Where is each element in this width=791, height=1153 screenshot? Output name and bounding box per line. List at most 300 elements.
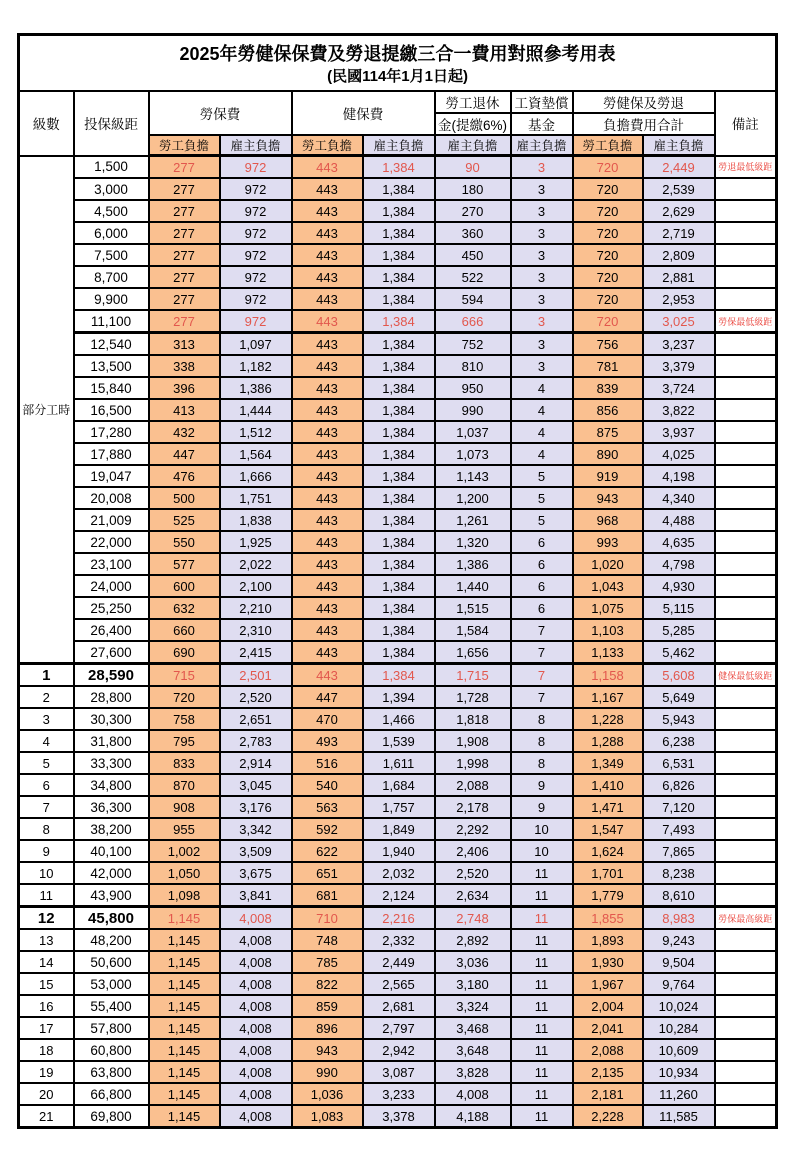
wage-fund-employer-cell: 6 — [511, 597, 573, 619]
health-employee-cell: 443 — [292, 641, 363, 664]
remark-cell: 勞退最低級距 — [715, 156, 777, 179]
pension-employer-cell: 3,036 — [435, 951, 511, 973]
remark-cell — [715, 995, 777, 1017]
labor-employer-cell: 3,841 — [220, 884, 292, 907]
bracket-cell: 60,800 — [74, 1039, 149, 1061]
remark-cell — [715, 597, 777, 619]
bracket-cell: 9,900 — [74, 288, 149, 310]
total-employee-cell: 1,967 — [573, 973, 643, 995]
table-row — [19, 531, 777, 553]
total-employer-cell: 6,826 — [643, 774, 715, 796]
pension-employer-cell: 3,648 — [435, 1039, 511, 1061]
header-pension-line2: 金(提繳6%) — [435, 113, 511, 135]
pension-employer-cell: 450 — [435, 244, 511, 266]
labor-employer-cell: 1,838 — [220, 509, 292, 531]
wage-fund-employer-cell: 4 — [511, 443, 573, 465]
wage-fund-employer-cell: 5 — [511, 509, 573, 531]
header-total-line2: 負擔費用合計 — [573, 113, 715, 135]
total-employer-cell: 2,953 — [643, 288, 715, 310]
total-employee-cell: 1,701 — [573, 862, 643, 884]
labor-employee-cell: 396 — [149, 377, 220, 399]
bracket-cell: 13,500 — [74, 355, 149, 377]
health-employer-cell: 1,684 — [363, 774, 435, 796]
labor-employee-cell: 500 — [149, 487, 220, 509]
wage-fund-employer-cell: 11 — [511, 907, 573, 930]
wage-fund-employer-cell: 7 — [511, 664, 573, 687]
total-employer-cell: 9,504 — [643, 951, 715, 973]
health-employee-cell: 592 — [292, 818, 363, 840]
health-employee-cell: 443 — [292, 399, 363, 421]
total-employee-cell: 720 — [573, 266, 643, 288]
total-employee-cell: 756 — [573, 333, 643, 356]
bracket-cell: 28,590 — [74, 664, 149, 687]
remark-cell — [715, 465, 777, 487]
table-row — [19, 156, 777, 179]
pension-employer-cell: 180 — [435, 178, 511, 200]
health-employee-cell: 785 — [292, 951, 363, 973]
subheader-labor-employee: 勞工負擔 — [149, 135, 220, 156]
total-employer-cell: 2,881 — [643, 266, 715, 288]
labor-employer-cell: 972 — [220, 178, 292, 200]
wage-fund-employer-cell: 3 — [511, 333, 573, 356]
health-employer-cell: 3,087 — [363, 1061, 435, 1083]
total-employee-cell: 2,181 — [573, 1083, 643, 1105]
total-employer-cell: 2,449 — [643, 156, 715, 179]
labor-employee-cell: 660 — [149, 619, 220, 641]
table-row — [19, 333, 777, 356]
pension-employer-cell: 4,188 — [435, 1105, 511, 1128]
labor-employee-cell: 550 — [149, 531, 220, 553]
total-employer-cell: 4,635 — [643, 531, 715, 553]
bracket-cell: 33,300 — [74, 752, 149, 774]
total-employer-cell: 3,822 — [643, 399, 715, 421]
table-row — [19, 443, 777, 465]
pension-employer-cell: 3,324 — [435, 995, 511, 1017]
labor-employer-cell: 972 — [220, 244, 292, 266]
wage-fund-employer-cell: 9 — [511, 796, 573, 818]
labor-employer-cell: 3,342 — [220, 818, 292, 840]
total-employee-cell: 720 — [573, 222, 643, 244]
total-employer-cell: 8,983 — [643, 907, 715, 930]
labor-employee-cell: 338 — [149, 355, 220, 377]
table-row — [19, 1105, 777, 1128]
total-employer-cell: 5,943 — [643, 708, 715, 730]
health-employee-cell: 443 — [292, 333, 363, 356]
total-employee-cell: 1,349 — [573, 752, 643, 774]
table-row — [19, 1083, 777, 1105]
labor-employer-cell: 2,415 — [220, 641, 292, 664]
bracket-cell: 20,008 — [74, 487, 149, 509]
labor-employee-cell: 1,145 — [149, 1083, 220, 1105]
remark-cell — [715, 752, 777, 774]
wage-fund-employer-cell: 3 — [511, 244, 573, 266]
page-subtitle: (民國114年1月1日起) — [327, 68, 468, 86]
health-employer-cell: 2,681 — [363, 995, 435, 1017]
health-employee-cell: 443 — [292, 266, 363, 288]
health-employer-cell: 3,233 — [363, 1083, 435, 1105]
labor-employee-cell: 277 — [149, 156, 220, 179]
labor-employee-cell: 1,145 — [149, 1061, 220, 1083]
total-employee-cell: 1,930 — [573, 951, 643, 973]
remark-cell — [715, 575, 777, 597]
level-cell: 14 — [19, 951, 74, 973]
labor-employee-cell: 715 — [149, 664, 220, 687]
level-cell: 11 — [19, 884, 74, 907]
health-employee-cell: 563 — [292, 796, 363, 818]
bracket-cell: 3,000 — [74, 178, 149, 200]
remark-cell — [715, 1083, 777, 1105]
remark-cell — [715, 796, 777, 818]
total-employer-cell: 6,238 — [643, 730, 715, 752]
health-employer-cell: 2,449 — [363, 951, 435, 973]
wage-fund-employer-cell: 11 — [511, 973, 573, 995]
health-employer-cell: 1,849 — [363, 818, 435, 840]
total-employee-cell: 2,004 — [573, 995, 643, 1017]
pension-employer-cell: 3,828 — [435, 1061, 511, 1083]
pension-employer-cell: 4,008 — [435, 1083, 511, 1105]
total-employer-cell: 10,024 — [643, 995, 715, 1017]
table-row — [19, 421, 777, 443]
health-employer-cell: 1,384 — [363, 222, 435, 244]
total-employee-cell: 875 — [573, 421, 643, 443]
wage-fund-employer-cell: 11 — [511, 929, 573, 951]
pension-employer-cell: 90 — [435, 156, 511, 179]
pension-employer-cell: 810 — [435, 355, 511, 377]
total-employer-cell: 5,285 — [643, 619, 715, 641]
health-employer-cell: 1,539 — [363, 730, 435, 752]
health-employer-cell: 1,384 — [363, 310, 435, 333]
total-employer-cell: 3,937 — [643, 421, 715, 443]
labor-employer-cell: 2,310 — [220, 619, 292, 641]
bracket-cell: 26,400 — [74, 619, 149, 641]
health-employee-cell: 540 — [292, 774, 363, 796]
health-employee-cell: 943 — [292, 1039, 363, 1061]
total-employer-cell: 4,025 — [643, 443, 715, 465]
header-remark: 備註 — [715, 91, 777, 156]
bracket-cell: 31,800 — [74, 730, 149, 752]
health-employer-cell: 1,384 — [363, 641, 435, 664]
bracket-cell: 55,400 — [74, 995, 149, 1017]
table-row — [19, 641, 777, 664]
health-employer-cell: 1,384 — [363, 244, 435, 266]
table-row — [19, 752, 777, 774]
labor-employer-cell: 4,008 — [220, 995, 292, 1017]
bracket-cell: 66,800 — [74, 1083, 149, 1105]
bracket-cell: 34,800 — [74, 774, 149, 796]
pension-employer-cell: 594 — [435, 288, 511, 310]
total-employee-cell: 1,158 — [573, 664, 643, 687]
pension-employer-cell: 1,037 — [435, 421, 511, 443]
total-employer-cell: 3,237 — [643, 333, 715, 356]
bracket-cell: 12,540 — [74, 333, 149, 356]
total-employee-cell: 1,133 — [573, 641, 643, 664]
health-employee-cell: 443 — [292, 664, 363, 687]
total-employer-cell: 4,340 — [643, 487, 715, 509]
table-row — [19, 244, 777, 266]
bracket-cell: 36,300 — [74, 796, 149, 818]
pension-employer-cell: 1,998 — [435, 752, 511, 774]
total-employer-cell: 2,629 — [643, 200, 715, 222]
header-labor-fee: 勞保費 — [149, 91, 292, 135]
level-cell: 4 — [19, 730, 74, 752]
pension-employer-cell: 1,200 — [435, 487, 511, 509]
health-employee-cell: 748 — [292, 929, 363, 951]
pension-employer-cell: 2,406 — [435, 840, 511, 862]
health-employer-cell: 1,466 — [363, 708, 435, 730]
total-employee-cell: 993 — [573, 531, 643, 553]
table-row — [19, 907, 777, 930]
health-employee-cell: 443 — [292, 531, 363, 553]
health-employer-cell: 2,032 — [363, 862, 435, 884]
health-employer-cell: 1,384 — [363, 664, 435, 687]
health-employer-cell: 1,384 — [363, 333, 435, 356]
total-employee-cell: 1,103 — [573, 619, 643, 641]
pension-employer-cell: 1,440 — [435, 575, 511, 597]
pension-employer-cell: 2,178 — [435, 796, 511, 818]
total-employee-cell: 1,547 — [573, 818, 643, 840]
pension-employer-cell: 1,728 — [435, 686, 511, 708]
labor-employee-cell: 277 — [149, 178, 220, 200]
table-row — [19, 995, 777, 1017]
remark-cell — [715, 200, 777, 222]
table-title-block — [19, 35, 777, 92]
health-employee-cell: 443 — [292, 487, 363, 509]
total-employee-cell: 2,228 — [573, 1105, 643, 1128]
health-employer-cell: 1,394 — [363, 686, 435, 708]
table-row — [19, 951, 777, 973]
wage-fund-employer-cell: 4 — [511, 399, 573, 421]
wage-fund-employer-cell: 3 — [511, 156, 573, 179]
labor-employer-cell: 4,008 — [220, 1039, 292, 1061]
labor-employer-cell: 4,008 — [220, 1061, 292, 1083]
subheader-wage-fund-employer: 雇主負擔 — [511, 135, 573, 156]
health-employer-cell: 1,384 — [363, 200, 435, 222]
table-row — [19, 708, 777, 730]
wage-fund-employer-cell: 3 — [511, 310, 573, 333]
table-row — [19, 840, 777, 862]
labor-employer-cell: 972 — [220, 222, 292, 244]
bracket-cell: 7,500 — [74, 244, 149, 266]
health-employee-cell: 443 — [292, 377, 363, 399]
remark-cell — [715, 774, 777, 796]
wage-fund-employer-cell: 5 — [511, 465, 573, 487]
bracket-cell: 28,800 — [74, 686, 149, 708]
labor-employee-cell: 277 — [149, 222, 220, 244]
table-row — [19, 178, 777, 200]
labor-employer-cell: 1,751 — [220, 487, 292, 509]
health-employee-cell: 1,036 — [292, 1083, 363, 1105]
total-employee-cell: 1,893 — [573, 929, 643, 951]
health-employer-cell: 1,384 — [363, 178, 435, 200]
labor-employer-cell: 972 — [220, 288, 292, 310]
total-employee-cell: 720 — [573, 178, 643, 200]
subheader-health-employee: 勞工負擔 — [292, 135, 363, 156]
labor-employer-cell: 2,100 — [220, 575, 292, 597]
health-employee-cell: 681 — [292, 884, 363, 907]
table-row — [19, 862, 777, 884]
health-employer-cell: 1,384 — [363, 509, 435, 531]
total-employee-cell: 2,135 — [573, 1061, 643, 1083]
total-employee-cell: 1,075 — [573, 597, 643, 619]
total-employer-cell: 5,462 — [643, 641, 715, 664]
subheader-total-employee: 勞工負擔 — [573, 135, 643, 156]
header-group-row-1 — [19, 91, 777, 113]
health-employee-cell: 822 — [292, 973, 363, 995]
health-employer-cell: 2,216 — [363, 907, 435, 930]
total-employer-cell: 10,284 — [643, 1017, 715, 1039]
remark-cell — [715, 288, 777, 310]
labor-employer-cell: 972 — [220, 200, 292, 222]
health-employee-cell: 443 — [292, 465, 363, 487]
total-employee-cell: 1,020 — [573, 553, 643, 575]
labor-employee-cell: 600 — [149, 575, 220, 597]
total-employer-cell: 3,724 — [643, 377, 715, 399]
labor-employee-cell: 1,145 — [149, 907, 220, 930]
table-row — [19, 310, 777, 333]
labor-employee-cell: 277 — [149, 288, 220, 310]
total-employee-cell: 890 — [573, 443, 643, 465]
labor-employer-cell: 1,386 — [220, 377, 292, 399]
header-wage-fund-line1: 工資墊償 — [511, 91, 573, 113]
labor-employee-cell: 447 — [149, 443, 220, 465]
wage-fund-employer-cell: 8 — [511, 730, 573, 752]
health-employee-cell: 443 — [292, 509, 363, 531]
labor-employer-cell: 4,008 — [220, 1017, 292, 1039]
bracket-cell: 40,100 — [74, 840, 149, 862]
total-employer-cell: 5,115 — [643, 597, 715, 619]
pension-employer-cell: 1,320 — [435, 531, 511, 553]
pension-employer-cell: 2,520 — [435, 862, 511, 884]
health-employee-cell: 896 — [292, 1017, 363, 1039]
table-row — [19, 575, 777, 597]
remark-cell — [715, 973, 777, 995]
health-employee-cell: 443 — [292, 553, 363, 575]
level-cell: 20 — [19, 1083, 74, 1105]
labor-employer-cell: 1,512 — [220, 421, 292, 443]
labor-employee-cell: 1,145 — [149, 1105, 220, 1128]
remark-cell — [715, 553, 777, 575]
labor-employer-cell: 1,666 — [220, 465, 292, 487]
wage-fund-employer-cell: 11 — [511, 1039, 573, 1061]
wage-fund-employer-cell: 9 — [511, 774, 573, 796]
table-row — [19, 377, 777, 399]
health-employer-cell: 2,565 — [363, 973, 435, 995]
labor-employee-cell: 277 — [149, 266, 220, 288]
health-employee-cell: 493 — [292, 730, 363, 752]
bracket-cell: 16,500 — [74, 399, 149, 421]
bracket-cell: 24,000 — [74, 575, 149, 597]
table-row — [19, 509, 777, 531]
table-row — [19, 929, 777, 951]
header-wage-fund-line2: 基金 — [511, 113, 573, 135]
pension-employer-cell: 1,584 — [435, 619, 511, 641]
remark-cell: 勞保最低級距 — [715, 310, 777, 333]
labor-employee-cell: 1,002 — [149, 840, 220, 862]
bracket-cell: 23,100 — [74, 553, 149, 575]
table-row — [19, 399, 777, 421]
wage-fund-employer-cell: 3 — [511, 178, 573, 200]
bracket-cell: 22,000 — [74, 531, 149, 553]
bracket-cell: 45,800 — [74, 907, 149, 930]
labor-employee-cell: 1,098 — [149, 884, 220, 907]
labor-employer-cell: 2,501 — [220, 664, 292, 687]
remark-cell — [715, 951, 777, 973]
pension-employer-cell: 360 — [435, 222, 511, 244]
level-cell: 21 — [19, 1105, 74, 1128]
total-employee-cell: 1,167 — [573, 686, 643, 708]
premium-reference-table — [17, 33, 778, 1129]
pension-employer-cell: 1,818 — [435, 708, 511, 730]
pension-employer-cell: 2,292 — [435, 818, 511, 840]
labor-employer-cell: 972 — [220, 156, 292, 179]
total-employee-cell: 943 — [573, 487, 643, 509]
header-health-fee: 健保費 — [292, 91, 435, 135]
labor-employee-cell: 758 — [149, 708, 220, 730]
table-row — [19, 597, 777, 619]
health-employee-cell: 443 — [292, 244, 363, 266]
total-employer-cell: 10,609 — [643, 1039, 715, 1061]
total-employer-cell: 10,934 — [643, 1061, 715, 1083]
wage-fund-employer-cell: 7 — [511, 686, 573, 708]
wage-fund-employer-cell: 11 — [511, 1083, 573, 1105]
health-employer-cell: 2,797 — [363, 1017, 435, 1039]
bracket-cell: 17,880 — [74, 443, 149, 465]
bracket-cell: 21,009 — [74, 509, 149, 531]
level-cell: 13 — [19, 929, 74, 951]
remark-cell — [715, 929, 777, 951]
total-employee-cell: 720 — [573, 244, 643, 266]
remark-cell — [715, 884, 777, 907]
pension-employer-cell: 1,515 — [435, 597, 511, 619]
total-employee-cell: 1,410 — [573, 774, 643, 796]
header-pension-line1: 勞工退休 — [435, 91, 511, 113]
total-employee-cell: 856 — [573, 399, 643, 421]
table-row — [19, 619, 777, 641]
subheader-health-employer: 雇主負擔 — [363, 135, 435, 156]
health-employee-cell: 443 — [292, 200, 363, 222]
labor-employee-cell: 277 — [149, 244, 220, 266]
bracket-cell: 6,000 — [74, 222, 149, 244]
health-employer-cell: 3,378 — [363, 1105, 435, 1128]
labor-employer-cell: 3,509 — [220, 840, 292, 862]
health-employee-cell: 990 — [292, 1061, 363, 1083]
remark-cell — [715, 377, 777, 399]
pension-employer-cell: 1,715 — [435, 664, 511, 687]
remark-cell — [715, 1061, 777, 1083]
remark-cell — [715, 840, 777, 862]
total-employer-cell: 3,025 — [643, 310, 715, 333]
bracket-cell: 8,700 — [74, 266, 149, 288]
remark-cell — [715, 333, 777, 356]
total-employer-cell: 4,198 — [643, 465, 715, 487]
labor-employee-cell: 432 — [149, 421, 220, 443]
labor-employee-cell: 476 — [149, 465, 220, 487]
total-employee-cell: 781 — [573, 355, 643, 377]
total-employee-cell: 919 — [573, 465, 643, 487]
pension-employer-cell: 1,908 — [435, 730, 511, 752]
labor-employee-cell: 1,050 — [149, 862, 220, 884]
pension-employer-cell: 1,073 — [435, 443, 511, 465]
total-employee-cell: 968 — [573, 509, 643, 531]
table-row — [19, 796, 777, 818]
total-employee-cell: 2,088 — [573, 1039, 643, 1061]
remark-cell — [715, 244, 777, 266]
total-employer-cell: 5,608 — [643, 664, 715, 687]
labor-employee-cell: 1,145 — [149, 929, 220, 951]
wage-fund-employer-cell: 11 — [511, 1105, 573, 1128]
bracket-cell: 63,800 — [74, 1061, 149, 1083]
level-cell: 9 — [19, 840, 74, 862]
